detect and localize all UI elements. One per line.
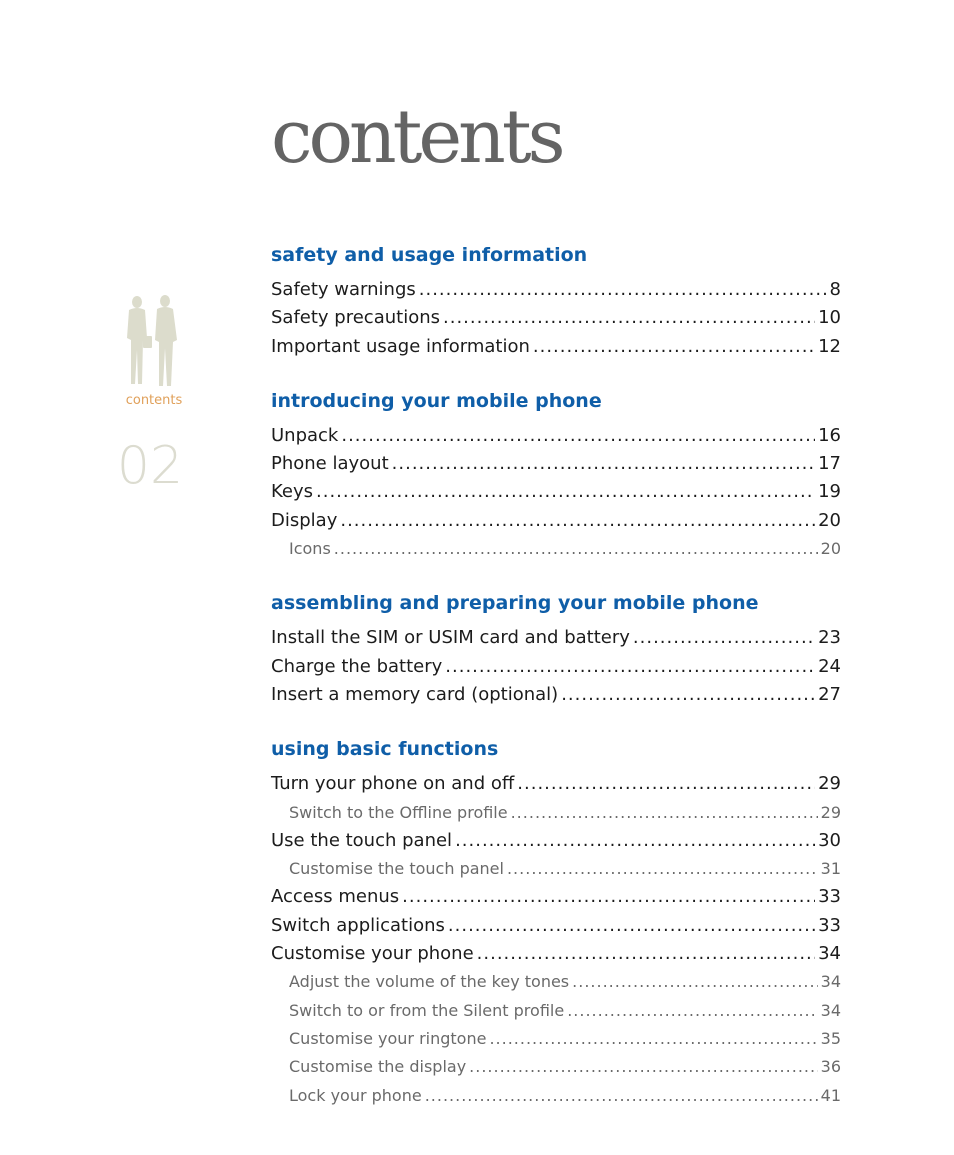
- table-of-contents: [271, 243, 841, 1138]
- toc-entry[interactable]: [271, 624, 841, 652]
- entry-page-number: 12: [818, 335, 841, 357]
- side-page-number: 02: [116, 436, 184, 496]
- dot-leader: [469, 1053, 817, 1081]
- section-heading: introducing your mobile phone: [271, 389, 602, 412]
- side-section-label: contents: [125, 393, 183, 408]
- dot-leader: [567, 997, 817, 1025]
- toc-entry[interactable]: [271, 333, 841, 361]
- entry-page-number: 35: [820, 1028, 841, 1048]
- entry-page-number: 10: [818, 307, 841, 329]
- dot-leader: [507, 855, 818, 883]
- dot-leader: [455, 827, 815, 855]
- section-heading: safety and usage information: [271, 244, 588, 266]
- dot-leader: [340, 507, 815, 535]
- entry-label: Charge the battery: [271, 655, 443, 677]
- entry-label: Use the touch panel: [271, 829, 453, 851]
- dot-leader: [316, 478, 815, 506]
- toc-entry[interactable]: [271, 507, 841, 535]
- toc-entry[interactable]: [271, 827, 841, 855]
- toc-entry[interactable]: [271, 450, 841, 478]
- dot-leader: [425, 1082, 818, 1110]
- toc-subentry[interactable]: [271, 855, 841, 883]
- entry-page-number: 33: [818, 886, 841, 908]
- entry-page-number: 34: [818, 943, 841, 965]
- entry-label: Insert a memory card (optional): [271, 683, 559, 705]
- toc-entry[interactable]: [271, 653, 841, 681]
- section-heading: assembling and preparing your mobile phone: [271, 592, 759, 615]
- toc-entry[interactable]: [271, 304, 841, 332]
- entry-label: Icons: [289, 539, 331, 559]
- toc-entry[interactable]: [271, 478, 841, 506]
- dot-leader: [402, 883, 815, 911]
- entry-label: Customise your ringtone: [289, 1028, 487, 1048]
- dot-leader: [489, 1025, 817, 1053]
- toc-subentry[interactable]: [271, 1025, 841, 1053]
- toc-section: [271, 389, 841, 563]
- entry-label: Customise the touch panel: [289, 859, 504, 879]
- toc-section: [271, 737, 841, 1110]
- toc-entry[interactable]: [271, 276, 841, 304]
- toc-subentry[interactable]: [271, 968, 841, 996]
- entry-page-number: 16: [818, 424, 841, 446]
- toc-entry[interactable]: [271, 912, 841, 940]
- entry-page-number: 41: [820, 1085, 841, 1105]
- toc-section: [271, 591, 841, 709]
- entry-label: Adjust the volume of the key tones: [289, 972, 570, 992]
- toc-entry[interactable]: [271, 883, 841, 911]
- toc-entry[interactable]: [271, 940, 841, 968]
- entry-label: Turn your phone on and off: [271, 773, 515, 795]
- entry-label: Phone layout: [271, 453, 389, 475]
- entry-label: Important usage information: [271, 335, 530, 357]
- entry-page-number: 8: [829, 279, 841, 300]
- dot-leader: [341, 422, 815, 450]
- entry-page-number: 34: [820, 1000, 841, 1020]
- toc-entry[interactable]: [271, 422, 841, 450]
- dot-leader: [334, 535, 818, 563]
- entry-label: Safety warnings: [271, 279, 416, 300]
- entry-page-number: 20: [818, 509, 841, 531]
- entry-page-number: 17: [818, 453, 841, 475]
- page-title: contents: [271, 94, 562, 180]
- entry-page-number: 36: [820, 1057, 841, 1077]
- dot-leader: [392, 450, 815, 478]
- dot-leader: [633, 624, 815, 652]
- entry-page-number: 20: [820, 539, 841, 559]
- entry-page-number: 24: [818, 655, 841, 677]
- toc-entry[interactable]: [271, 681, 841, 709]
- toc-section: [271, 243, 841, 361]
- entry-page-number: 34: [820, 972, 841, 992]
- entry-page-number: 31: [820, 859, 841, 879]
- toc-subentry[interactable]: [271, 1082, 841, 1110]
- toc-subentry[interactable]: [271, 535, 841, 563]
- entry-label: Unpack: [271, 424, 339, 446]
- entry-label: Switch to or from the Silent profile: [289, 1000, 565, 1020]
- dot-leader: [561, 681, 815, 709]
- toc-subentry[interactable]: [271, 997, 841, 1025]
- dot-leader: [517, 770, 815, 798]
- dot-leader: [443, 304, 815, 332]
- dot-leader: [445, 653, 815, 681]
- entry-page-number: 27: [818, 683, 841, 705]
- entry-page-number: 19: [818, 481, 841, 503]
- dot-leader: [419, 276, 827, 304]
- entry-label: Switch to the Offline profile: [289, 802, 508, 822]
- entry-label: Switch applications: [271, 914, 445, 936]
- entry-label: Access menus: [271, 886, 400, 908]
- toc-entry[interactable]: [271, 770, 841, 798]
- dot-leader: [477, 940, 815, 968]
- dot-leader: [511, 799, 818, 827]
- section-heading: using basic functions: [271, 738, 499, 761]
- dot-leader: [448, 912, 815, 940]
- entry-label: Display: [271, 509, 338, 531]
- walking-couple-icon: [119, 294, 185, 388]
- toc-subentry[interactable]: [271, 799, 841, 827]
- entry-label: Customise the display: [289, 1057, 467, 1077]
- toc-subentry[interactable]: [271, 1053, 841, 1081]
- entry-page-number: 30: [818, 829, 841, 851]
- entry-label: Keys: [271, 481, 314, 503]
- entry-label: Lock your phone: [289, 1085, 422, 1105]
- entry-page-number: 29: [818, 773, 841, 795]
- entry-page-number: 29: [820, 802, 841, 822]
- entry-page-number: 33: [818, 914, 841, 936]
- entry-label: Safety precautions: [271, 307, 440, 329]
- dot-leader: [533, 333, 815, 361]
- entry-label: Customise your phone: [271, 943, 474, 965]
- entry-label: Install the SIM or USIM card and battery: [271, 627, 630, 649]
- dot-leader: [572, 968, 818, 996]
- entry-page-number: 23: [818, 627, 841, 649]
